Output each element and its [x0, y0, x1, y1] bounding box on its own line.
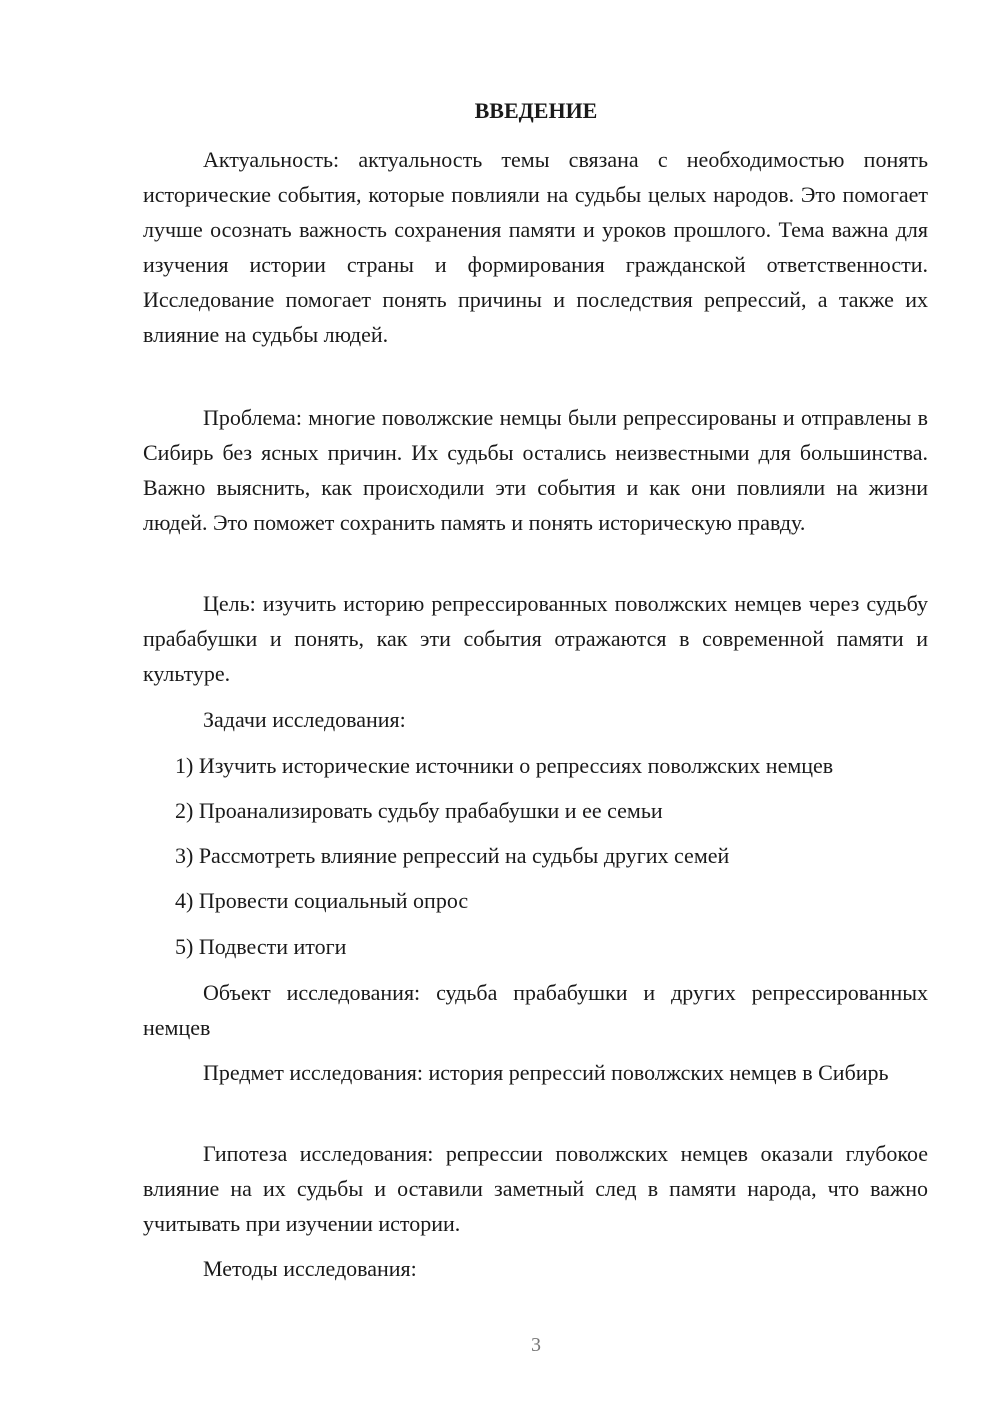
hypothesis-paragraph: Гипотеза исследования: репрессии поволжских немцев оказали глубокое влияние на их судьбы и оставили заметный след в памяти народа, что важно учитывать при изучении истории. — [143, 1141, 928, 1236]
problem-paragraph: Проблема: многие поволжские немцы были репрессированы и отправлены в Сибирь без ясных причин. Их судьбы остались неизвестными для большинства. Важно выяснить, как происходили эти события и как они повлияли на жизни людей. Это поможет сохранить память и понять историческую правду. — [143, 405, 928, 535]
task-item-5: 5) Подвести итоги — [175, 934, 347, 959]
task-item-1: 1) Изучить исторические источники о репрессиях поволжских немцев — [175, 753, 834, 778]
task-item-2: 2) Проанализировать судьбу прабабушки и ее семьи — [175, 798, 663, 823]
tasks-heading: Задачи исследования: — [203, 707, 406, 732]
methods-heading: Методы исследования: — [203, 1256, 417, 1281]
task-item-3: 3) Рассмотреть влияние репрессий на судьбы других семей — [175, 843, 730, 868]
goal-paragraph: Цель: изучить историю репрессированных поволжских немцев через судьбу прабабушки и понять, как эти события отражаются в современной памяти и культуре. — [143, 591, 928, 686]
page-number: 3 — [531, 1334, 541, 1356]
subject-paragraph: Предмет исследования: история репрессий поволжских немцев в Сибирь — [203, 1060, 889, 1085]
object-paragraph: Объект исследования: судьба прабабушки и других репрессированных немцев — [143, 980, 928, 1040]
section-title: ВВЕДЕНИЕ — [474, 98, 598, 123]
relevance-paragraph: Актуальность: актуальность темы связана с необходимостью понять исторические события, которые повлияли на судьбы целых народов. Это помогает лучше осознать важность сохранения памяти и уроков прошлого. Тема важна для изучения истории страны и формирования гражданской ответственности. Исследование помогает понять причины и последствия репрессий, а также их влияние на судьбы людей. — [143, 147, 928, 347]
task-item-4: 4) Провести социальный опрос — [175, 888, 469, 913]
